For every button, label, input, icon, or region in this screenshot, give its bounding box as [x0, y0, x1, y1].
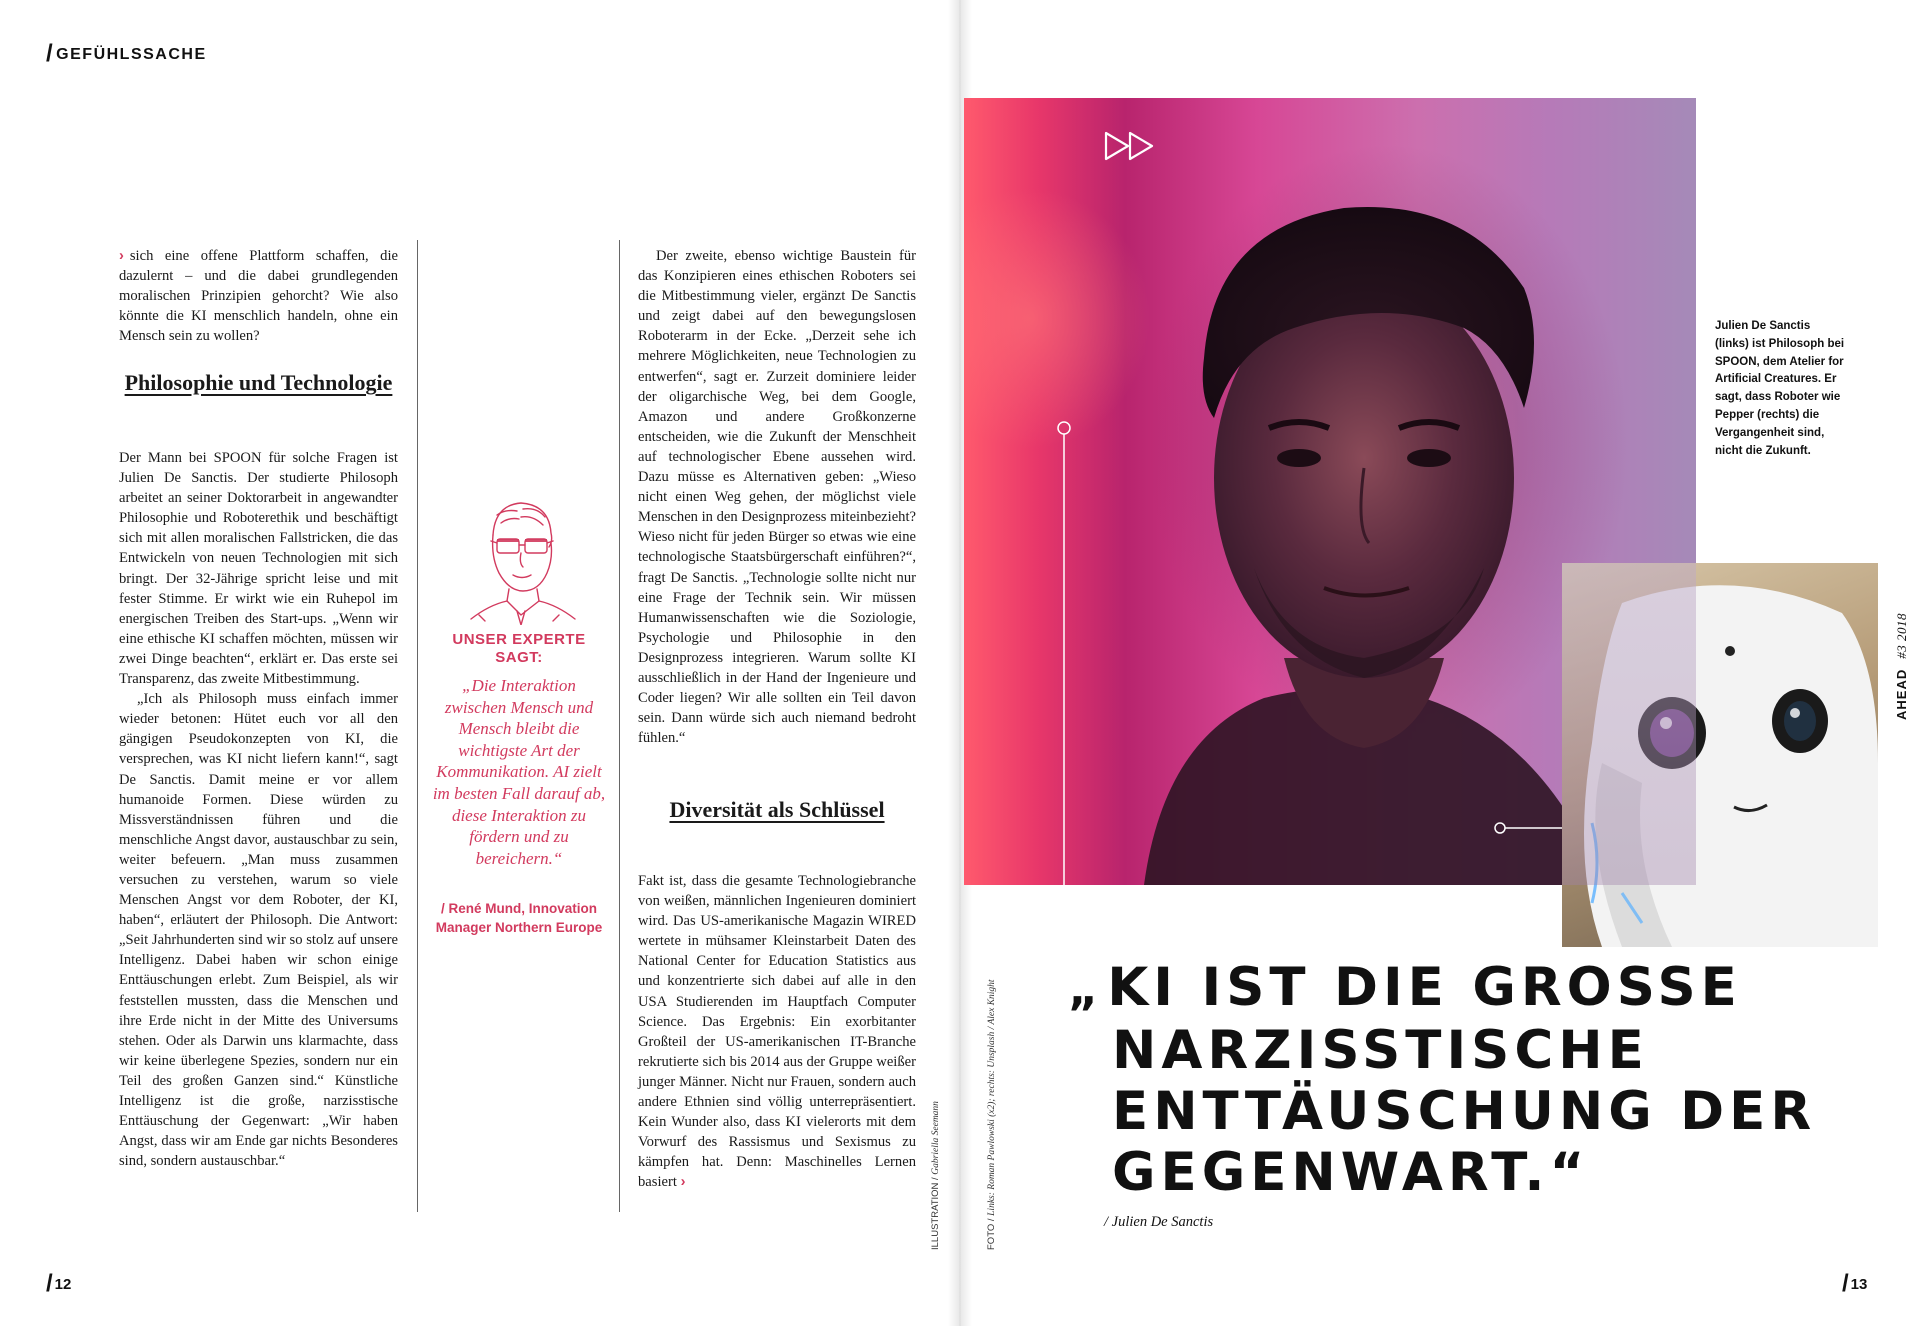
slash-mark: /: [46, 40, 55, 67]
section-label: [46, 40, 207, 68]
col1-paragraph-3: „Ich als Philosoph muss einfach immer wieder betonen: Hütet euch vor all den gängigen Pseudokonzepten von KI, die versprechen, was KI nicht liefern kann!“, sagt De Sanctis. Damit meine er vor allem humanoide Formen. Diese würden zu Missverständnissen führen und die menschliche Angst davor, austauschbar zu sein, weiter befeuern. „Man muss zusammen versuchen zu verstehen, warum so viele Menschen Angst vor dem Roboter, der KI, haben“, erläutert der Philosoph. Die Antwort: „Seit Jahrhunderten sind wir so stolz auf unsere Intelligenz. Dabei haben wir schon einige Enttäuschungen erlebt. Zum Beispiel, als wir feststellen mussten, dass die Menschen und ihre Erde nicht in der Mitte des Universums stehen. Oder als Darwin uns klarmachte, dass wir keine überlegene Spezies, sondern nur ein Teil des großen Ganzen sind.“ Künstliche Intelligenz ist die große, narzisstische Enttäuschung der Gegenwart: „Wir haben Angst, dass wir am Ende gar nichts Besonderes sind, sondern austauschbar.“: [119, 691, 398, 1170]
column-3: [638, 246, 916, 748]
credit-photo: [986, 979, 997, 1250]
fast-forward-icon: [1104, 130, 1158, 162]
expert-quote: „Die Interaktion zwischen Mensch und Mensch bleibt die wichtigste Art der Kommunikation. AI zielt im besten Fall darauf ab, diese Interaktion zu fördern und zu bereichern.“: [432, 676, 606, 868]
pull-quote-line-1: [1068, 957, 1828, 1020]
continue-arrow-icon: ›: [680, 1174, 686, 1191]
magazine-name: AHEAD: [1894, 668, 1909, 720]
col1-paragraph-1: [119, 246, 398, 346]
slash-mark: /: [46, 1270, 53, 1297]
credit-illustration-label: ILLUSTRATION /: [930, 1177, 941, 1250]
credit-illustration: [930, 1101, 941, 1250]
credit-photo-text: Links: Roman Pawlowski (x2); rechts: Unsplash / Alex Knight: [987, 979, 997, 1216]
pull-quote-line-2: NARZISSTISCHE: [1112, 1020, 1649, 1081]
credit-photo-label: FOTO /: [986, 1218, 997, 1250]
page-number-right-value: 13: [1850, 1276, 1868, 1293]
col1-paragraph-2: Der Mann bei SPOON für solche Fragen ist Julien De Sanctis. Der studierte Philosoph arbeitet an seiner Doktorarbeit in angewandter Philosophie und Roboterethik und beschäftigt sich mit allen moralischen Fallstricken, die das Entwickeln von neuen Technologien mit sich bringt. Der 32-Jährige spricht leise und mit fester Stimme. Er wirkt wie ein Ruhepol im energischen Treiben des Start-ups. „Wenn wir eine ethische KI schaffen möchten, müssen wir zwei Dinge beachten“, erklärt er. Das erste sei Transparenz, das zweite Mitbestimmung.: [119, 450, 398, 688]
column-1: [119, 246, 398, 346]
slash-mark: /: [1842, 1270, 1849, 1297]
section-title: GEFÜHLSSACHE: [56, 46, 207, 63]
column-divider-1: [417, 240, 418, 1212]
pull-quote: [1068, 957, 1828, 1203]
page-number-left: [46, 1270, 71, 1298]
expert-portrait-illustration: [459, 495, 579, 625]
photo-caption: Julien De Sanctis (links) ist Philosoph bei SPOON, dem Atelier for Artificial Creatures. Er sagt, dass Roboter wie Pepper (rechts) die Vergangenheit sind, nicht die Zukunft.: [1715, 320, 1845, 457]
pull-quote-line-1-text: KI IST DIE GROSSE: [1107, 957, 1742, 1018]
pull-quote-attribution: / Julien De Sanctis: [1104, 1214, 1214, 1230]
credit-illustration-name: Gabriella Seemann: [931, 1101, 941, 1175]
pull-quote-line-4: GEGENWART.“: [1112, 1142, 1590, 1203]
col3-paragraph-1: Der zweite, ebenso wichtige Baustein für das Konzipieren eines ethischen Roboters sei die Mitbestimmung vieler, ergänzt De Sanctis und zeigt dabei auf den bewegungslosen Roboterarm in der Ecke. „Derzeit sehe ich mehrere Möglichkeiten, neue Technologien zu entwerfen“, sagt er. Zurzeit dominiere leider der oligarchische Weg, bei dem Google, Amazon und andere Großkonzerne entscheiden, wie die Zukunft der Menschheit auf technologischer Ebene aussehen wird. Dazu müsse es Alternativen geben: „Wieso nicht einen Weg gehen, der möglichst viele Menschen in den Designprozess miteinbezieht? Wieso nicht für jeden Bürger so etwas wie eine technologische Staatsbürgerschaft einführen?“, fragt De Sanctis. „Technologie sollte nicht nur eine Frage der Technik sein. Wir müssen Humanwissenschaften wie die Soziologie, Psychologie und Philosophie in den Designprozess integrieren. Warum sollte KI ausschließlich in der Hand der Ingenieure und Coder liegen? Wir alle sollten ein Teil davon sein. Dann würde sich auch niemand bedroht fühlen.“: [638, 248, 917, 747]
expert-label: UNSER EXPERTE SAGT:: [452, 631, 586, 666]
robot-photo-overlap: [1562, 563, 1696, 885]
pull-quote-open-mark: „: [1068, 962, 1104, 1016]
pull-quote-line-3: ENTTÄUSCHUNG DER: [1112, 1081, 1817, 1142]
page-number-left-value: 12: [54, 1276, 72, 1293]
subhead-philosophie: Philosophie und Technologie: [124, 370, 393, 395]
column-1-continued: [119, 448, 398, 1171]
expert-box: [430, 495, 608, 937]
col3-paragraph-2-text: Fakt ist, dass die gesamte Technologiebranche von weißen, männlichen Ingenieuren dominiert wird. Das US-amerikanische Magazin WIRED wertete in mühsamer Kleinstarbeit Daten des National Center for Education Statistics aus und konzentrierte sich dabei auf alle in den USA Studierenden im Hauptfach Computer Science. Das Ergebnis: Ein exorbitanter Großteil der US-amerikanischen IT-Branche rekrutierte sich bis 2014 aus der Gruppe weißer junger Männer. Nicht nur Frauen, sondern auch andere Ethnien sind völlig unterrepräsentiert. Kein Wunder also, dass KI vielerorts mit dem Vorwurf des Rassismus und Sexismus zu kämpfen hat. Denn: Maschinelles Lernen basiert: [638, 873, 916, 1191]
magazine-issue-tag: [1894, 613, 1910, 720]
column-divider-2: [619, 240, 620, 1212]
continue-arrow-icon: ›: [119, 248, 124, 264]
col1-paragraph-1-text: sich eine offene Plattform schaffen, die dazulernt – und die dabei grundlegenden moralischen Prinzipien gehorcht? Wie also könnte die KI menschlich handeln, ohne ein Mensch sein zu wollen?: [119, 248, 398, 345]
column-3-continued: [638, 871, 916, 1193]
page-number-right: [1842, 1270, 1867, 1298]
subhead-diversitaet: Diversität als Schlüssel: [669, 797, 885, 822]
col3-paragraph-2: [638, 871, 916, 1193]
magazine-issue: #3 2018: [1894, 613, 1909, 659]
expert-attribution: / René Mund, Innovation Manager Northern Europe: [435, 901, 603, 936]
